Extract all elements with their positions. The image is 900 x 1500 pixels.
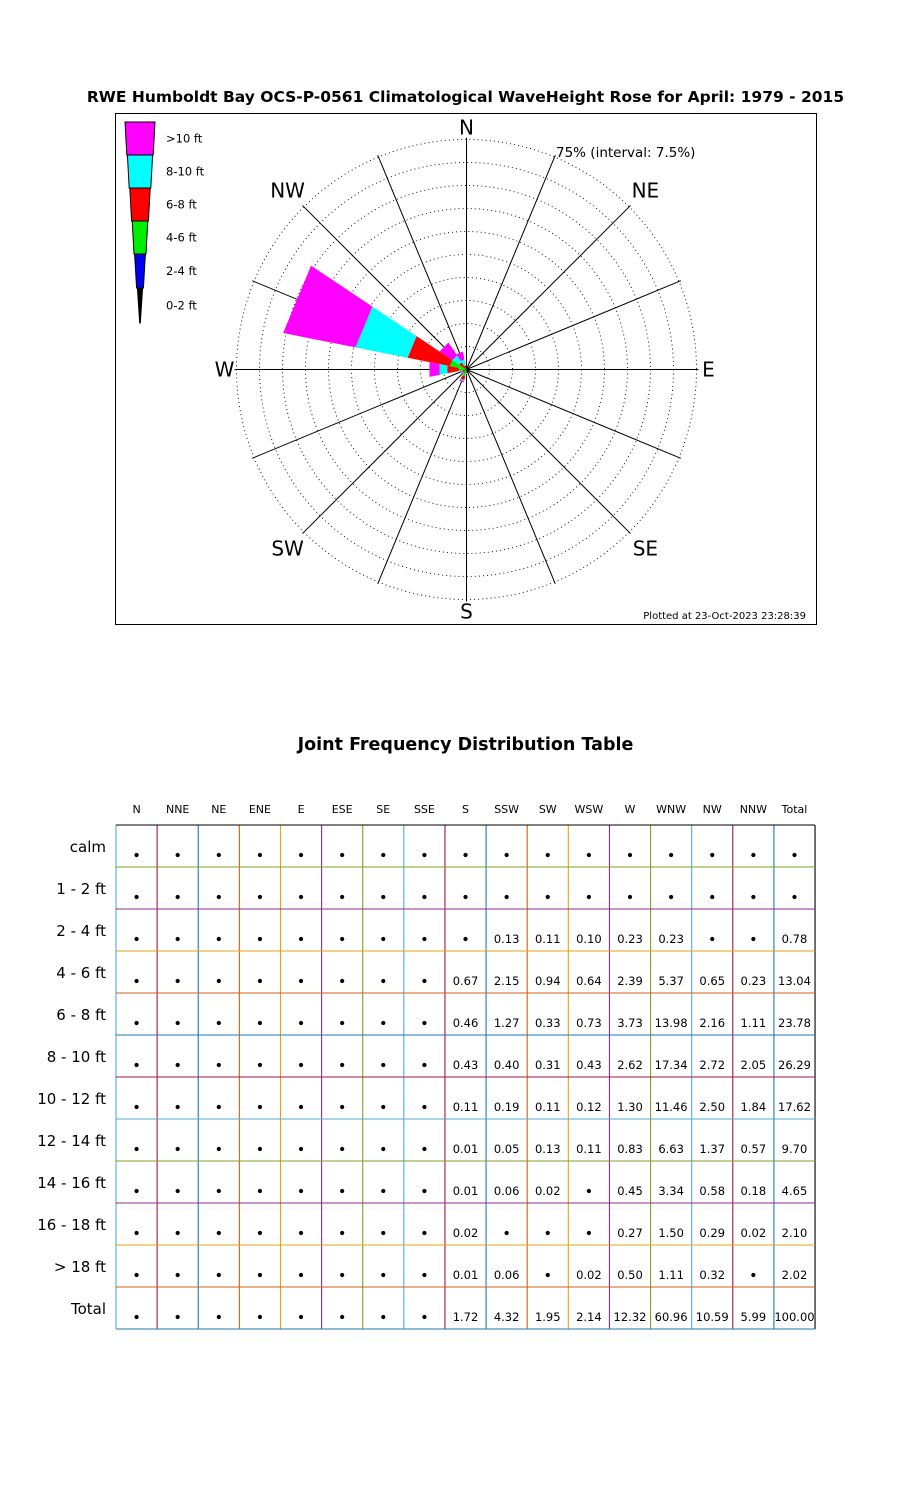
table-cell-dot <box>587 895 591 899</box>
table-cell-dot <box>258 979 262 983</box>
table-cell-value: 1.11 <box>658 1268 684 1282</box>
table-cell-dot <box>299 1105 303 1109</box>
table-cell-value: 0.13 <box>493 932 520 946</box>
legend-label: 4-6 ft <box>166 230 197 245</box>
table-cell-dot <box>299 1063 303 1067</box>
table-cell-dot <box>299 1147 303 1151</box>
table-cell-dot <box>176 1273 180 1277</box>
table-cell-value: 4.65 <box>781 1184 808 1198</box>
table-cell-value: 1.37 <box>699 1142 726 1156</box>
compass-label: S <box>460 599 473 623</box>
table-cell-value: 17.62 <box>778 1100 811 1114</box>
row-label: 1 - 2 ft <box>56 880 106 898</box>
table-cell-dot <box>422 1105 426 1109</box>
table-cell-dot <box>134 1315 138 1319</box>
radial-scale-note: 75% (interval: 7.5%) <box>556 145 696 161</box>
column-header: ESE <box>331 803 353 816</box>
table-cell-dot <box>505 1231 509 1235</box>
rose-wedge-segment <box>466 373 468 374</box>
legend-label: 8-10 ft <box>166 164 205 179</box>
table-cell-dot <box>422 1147 426 1151</box>
table-cell-dot <box>669 895 673 899</box>
column-header: SW <box>538 803 557 816</box>
table-cell-value: 2.05 <box>740 1058 767 1072</box>
table-cell-value: 0.32 <box>699 1268 726 1282</box>
table-cell-dot <box>176 979 180 983</box>
table-cell-value: 0.43 <box>576 1058 602 1072</box>
table-cell-dot <box>258 1147 262 1151</box>
table-cell-value: 0.29 <box>699 1226 726 1240</box>
table-cell-dot <box>381 1231 385 1235</box>
table-cell-dot <box>134 1105 138 1109</box>
table-cell-dot <box>217 895 221 899</box>
table-cell-dot <box>587 853 591 857</box>
column-header: NW <box>702 803 722 816</box>
table-cell-dot <box>422 853 426 857</box>
table-cell-value: 0.40 <box>493 1058 520 1072</box>
column-header: E <box>297 803 305 816</box>
table-cell-dot <box>176 1105 180 1109</box>
table-cell-value: 0.01 <box>452 1184 479 1198</box>
table-cell-dot <box>258 1273 262 1277</box>
table-cell-dot <box>340 937 344 941</box>
table-cell-value: 1.27 <box>493 1016 520 1030</box>
table-cell-value: 100.00 <box>774 1310 815 1324</box>
table-cell-dot <box>258 1231 262 1235</box>
table-cell-value: 3.73 <box>617 1016 643 1030</box>
table-cell-value: 0.02 <box>534 1184 561 1198</box>
table-cell-dot <box>134 937 138 941</box>
compass-label: N <box>459 115 474 140</box>
table-cell-dot <box>422 1021 426 1025</box>
table-cell-dot <box>463 895 467 899</box>
table-cell-value: 2.02 <box>781 1268 808 1282</box>
table-cell-dot <box>134 1063 138 1067</box>
table-cell-value: 0.12 <box>576 1100 602 1114</box>
table-cell-dot <box>258 1105 262 1109</box>
table-cell-value: 1.95 <box>534 1310 561 1324</box>
rose-wedge-segment <box>283 266 372 348</box>
table-cell-value: 0.67 <box>452 974 479 988</box>
table-cell-dot <box>340 1189 344 1193</box>
table-cell-dot <box>381 1273 385 1277</box>
column-header: SSW <box>494 803 520 816</box>
table-cell-dot <box>422 1315 426 1319</box>
table-cell-dot <box>299 979 303 983</box>
polar-grid-spoke <box>467 155 556 369</box>
table-cell-value: 1.50 <box>658 1226 684 1240</box>
table-cell-value: 2.16 <box>699 1016 726 1030</box>
table-cell-dot <box>134 1021 138 1025</box>
table-cell-dot <box>381 1105 385 1109</box>
table-cell-value: 5.99 <box>740 1310 767 1324</box>
table-cell-dot <box>381 1315 385 1319</box>
table-cell-dot <box>134 1147 138 1151</box>
table-cell-dot <box>422 1231 426 1235</box>
table-cell-dot <box>299 1273 303 1277</box>
table-cell-dot <box>381 979 385 983</box>
table-cell-value: 0.01 <box>452 1268 479 1282</box>
column-header: SSE <box>413 803 435 816</box>
row-label: 6 - 8 ft <box>56 1006 106 1024</box>
table-cell-value: 0.01 <box>452 1142 479 1156</box>
compass-label: NW <box>270 178 305 203</box>
table-cell-dot <box>422 937 426 941</box>
table-cell-dot <box>134 853 138 857</box>
table-cell-value: 13.04 <box>778 974 811 988</box>
table-cell-value: 0.06 <box>493 1268 520 1282</box>
polar-grid-spoke <box>378 370 467 584</box>
table-cell-value: 0.94 <box>534 974 561 988</box>
table-cell-value: 23.78 <box>778 1016 811 1030</box>
table-cell-dot <box>381 937 385 941</box>
table-cell-value: 0.23 <box>658 932 684 946</box>
legend-swatch <box>132 221 148 254</box>
table-cell-dot <box>381 853 385 857</box>
table-cell-value: 13.98 <box>654 1016 688 1030</box>
table-cell-dot <box>751 937 755 941</box>
table-cell-value: 0.11 <box>452 1100 479 1114</box>
row-label: 12 - 14 ft <box>37 1132 106 1150</box>
row-label: 16 - 18 ft <box>37 1216 106 1234</box>
row-label: calm <box>69 838 106 856</box>
table-cell-value: 17.34 <box>654 1058 688 1072</box>
table-cell-value: 12.32 <box>613 1310 647 1324</box>
rose-wedges <box>283 266 467 383</box>
table-cell-value: 26.29 <box>778 1058 811 1072</box>
table-cell-value: 1.11 <box>740 1016 767 1030</box>
compass-label: W <box>214 357 235 382</box>
column-header: NE <box>211 803 227 816</box>
table-cell-value: 0.11 <box>576 1142 602 1156</box>
table-cell-dot <box>176 895 180 899</box>
table-cell-value: 9.70 <box>781 1142 808 1156</box>
table-cell-value: 0.78 <box>781 932 808 946</box>
table-cell-value: 0.19 <box>493 1100 520 1114</box>
wave-rose-panel <box>115 113 817 625</box>
table-cell-value: 0.57 <box>740 1142 767 1156</box>
table-cell-dot <box>340 1273 344 1277</box>
table-cell-dot <box>751 1273 755 1277</box>
table-cell-value: 0.05 <box>493 1142 520 1156</box>
table-cell-dot <box>299 895 303 899</box>
wave-rose-chart <box>116 114 815 623</box>
table-cell-dot <box>628 895 632 899</box>
polar-grid-spoke <box>467 205 631 369</box>
table-cell-dot <box>546 895 550 899</box>
table-cell-dot <box>505 853 509 857</box>
polar-grid-spoke <box>467 370 631 534</box>
compass-label: E <box>702 357 715 382</box>
column-header: Total <box>781 803 808 816</box>
table-cell-value: 0.18 <box>740 1184 767 1198</box>
polar-grid-spoke <box>252 370 466 459</box>
table-cell-value: 6.63 <box>658 1142 684 1156</box>
table-cell-dot <box>751 895 755 899</box>
table-cell-dot <box>299 1189 303 1193</box>
table-cell-value: 2.10 <box>781 1226 808 1240</box>
table-cell-value: 0.31 <box>534 1058 561 1072</box>
table-cell-value: 0.10 <box>576 932 602 946</box>
legend-swatch <box>130 188 150 221</box>
table-cell-value: 2.72 <box>699 1058 726 1072</box>
table-cell-dot <box>217 1231 221 1235</box>
table-cell-dot <box>710 937 714 941</box>
table-cell-dot <box>299 853 303 857</box>
column-header: SE <box>376 803 391 816</box>
table-cell-dot <box>792 895 796 899</box>
table-cell-dot <box>134 1189 138 1193</box>
rose-wedge-segment <box>440 364 448 375</box>
table-cell-dot <box>258 895 262 899</box>
table-cell-value: 1.84 <box>740 1100 767 1114</box>
table-cell-dot <box>176 1231 180 1235</box>
table-cell-dot <box>422 1189 426 1193</box>
row-label: 2 - 4 ft <box>56 922 106 940</box>
table-cell-value: 0.23 <box>617 932 643 946</box>
table-cell-dot <box>422 1273 426 1277</box>
table-cell-value: 0.11 <box>534 1100 561 1114</box>
table-cell-value: 60.96 <box>654 1310 688 1324</box>
table-cell-value: 2.15 <box>493 974 520 988</box>
table-cell-value: 0.27 <box>617 1226 643 1240</box>
table-cell-dot <box>340 1147 344 1151</box>
table-cell-dot <box>340 1063 344 1067</box>
table-cell-dot <box>258 1315 262 1319</box>
table-cell-dot <box>340 1021 344 1025</box>
table-cell-dot <box>710 853 714 857</box>
table-cell-dot <box>381 1021 385 1025</box>
plotted-at-timestamp: Plotted at 23-Oct-2023 23:28:39 <box>643 611 806 622</box>
table-cell-value: 0.02 <box>452 1226 479 1240</box>
rose-wedge-segment <box>429 362 439 377</box>
legend-swatch <box>137 288 142 323</box>
table-cell-value: 4.32 <box>493 1310 520 1324</box>
table-cell-dot <box>546 1231 550 1235</box>
table-cell-value: 0.64 <box>576 974 602 988</box>
table-cell-value: 0.23 <box>740 974 767 988</box>
row-label: > 18 ft <box>53 1258 106 1276</box>
legend-label: 6-8 ft <box>166 197 197 212</box>
column-header: N <box>132 803 141 816</box>
page-title: RWE Humboldt Bay OCS-P-0561 Climatological WaveHeight Rose for April: 1979 - 2015 <box>86 88 845 106</box>
row-label: 8 - 10 ft <box>46 1048 106 1066</box>
table-cell-dot <box>340 1105 344 1109</box>
legend-swatch <box>127 155 152 188</box>
polar-grid-spoke <box>467 370 681 459</box>
table-cell-dot <box>258 1063 262 1067</box>
table-cell-value: 0.73 <box>576 1016 602 1030</box>
table-cell-dot <box>422 895 426 899</box>
table-cell-value: 2.50 <box>699 1100 726 1114</box>
table-cell-dot <box>751 853 755 857</box>
table-cell-dot <box>217 937 221 941</box>
table-cell-value: 0.58 <box>699 1184 726 1198</box>
table-cell-dot <box>176 1063 180 1067</box>
table-cell-value: 0.43 <box>452 1058 479 1072</box>
table-cell-dot <box>505 895 509 899</box>
row-label: 4 - 6 ft <box>56 964 106 982</box>
table-cell-dot <box>340 979 344 983</box>
legend-label: >10 ft <box>166 131 203 146</box>
table-title: Joint Frequency Distribution Table <box>297 735 634 755</box>
table-cell-dot <box>422 1063 426 1067</box>
table-cell-dot <box>217 1273 221 1277</box>
table-cell-dot <box>299 1231 303 1235</box>
table-cell-value: 0.06 <box>493 1184 520 1198</box>
table-cell-dot <box>546 1273 550 1277</box>
wave-height-legend <box>125 122 205 323</box>
table-cell-dot <box>258 1021 262 1025</box>
table-cell-value: 0.02 <box>576 1268 602 1282</box>
table-cell-dot <box>381 1147 385 1151</box>
table-cell-dot <box>217 1147 221 1151</box>
row-label: 14 - 16 ft <box>37 1174 106 1192</box>
column-header: WNW <box>656 803 687 816</box>
table-cell-dot <box>463 937 467 941</box>
column-header: W <box>624 803 636 816</box>
table-cell-value: 0.46 <box>452 1016 479 1030</box>
table-cell-dot <box>217 853 221 857</box>
table-cell-dot <box>299 1021 303 1025</box>
table-cell-dot <box>176 1147 180 1151</box>
table-cell-dot <box>381 895 385 899</box>
table-cell-dot <box>176 937 180 941</box>
polar-grid-spoke <box>467 281 681 370</box>
table-cell-value: 5.37 <box>658 974 684 988</box>
table-cell-dot <box>217 1063 221 1067</box>
table-cell-value: 0.45 <box>617 1184 643 1198</box>
table-cell-dot <box>217 1105 221 1109</box>
table-cell-dot <box>587 1231 591 1235</box>
table-cell-dot <box>258 853 262 857</box>
column-header: WSW <box>574 803 604 816</box>
table-cell-dot <box>340 853 344 857</box>
table-cell-dot <box>217 1021 221 1025</box>
column-header: NNE <box>165 803 190 816</box>
table-cell-dot <box>134 1231 138 1235</box>
table-cell-dot <box>299 937 303 941</box>
legend-label: 0-2 ft <box>166 298 197 313</box>
table-cell-dot <box>299 1315 303 1319</box>
table-cell-dot <box>669 853 673 857</box>
table-cell-value: 0.65 <box>699 974 726 988</box>
table-cell-dot <box>546 853 550 857</box>
column-header: S <box>462 803 470 816</box>
legend-swatch <box>135 254 146 288</box>
table-cell-dot <box>176 1021 180 1025</box>
compass-label: SE <box>632 536 659 561</box>
table-cell-value: 11.46 <box>654 1100 688 1114</box>
legend-swatch <box>125 122 155 155</box>
table-cell-value: 0.11 <box>534 932 561 946</box>
table-cell-dot <box>217 1189 221 1193</box>
table-cell-dot <box>792 853 796 857</box>
row-label: Total <box>70 1300 106 1318</box>
table-cell-value: 2.62 <box>617 1058 643 1072</box>
legend-label: 2-4 ft <box>166 264 197 278</box>
table-cell-value: 0.50 <box>617 1268 643 1282</box>
polar-grid-spoke <box>467 370 556 584</box>
table-cell-value: 0.33 <box>534 1016 561 1030</box>
table-cell-dot <box>176 1189 180 1193</box>
polar-grid-spoke <box>302 370 466 534</box>
table-cell-dot <box>258 1189 262 1193</box>
table-cell-dot <box>217 1315 221 1319</box>
table-cell-value: 10.59 <box>695 1310 729 1324</box>
column-header: ENE <box>248 803 271 816</box>
table-cell-value: 0.13 <box>534 1142 561 1156</box>
compass-label: NE <box>631 178 660 203</box>
table-cell-dot <box>134 979 138 983</box>
table-cell-value: 1.30 <box>617 1100 643 1114</box>
table-cell-dot <box>340 895 344 899</box>
table-cell-value: 2.14 <box>576 1310 602 1324</box>
table-cell-dot <box>176 853 180 857</box>
column-header: NNW <box>739 803 768 816</box>
joint-frequency-table <box>0 760 900 1370</box>
table-cell-dot <box>381 1189 385 1193</box>
table-cell-value: 1.72 <box>452 1310 479 1324</box>
table-cell-value: 0.02 <box>740 1226 767 1240</box>
table-cell-dot <box>134 1273 138 1277</box>
table-cell-value: 0.83 <box>617 1142 643 1156</box>
row-label: 10 - 12 ft <box>37 1090 106 1108</box>
table-cell-value: 3.34 <box>658 1184 684 1198</box>
compass-label: SW <box>271 536 304 561</box>
table-cell-dot <box>628 853 632 857</box>
table-cell-dot <box>217 979 221 983</box>
table-cell-dot <box>463 853 467 857</box>
table-cell-dot <box>134 895 138 899</box>
table-cell-dot <box>422 979 426 983</box>
table-cell-dot <box>176 1315 180 1319</box>
table-cell-dot <box>340 1315 344 1319</box>
table-cell-dot <box>340 1231 344 1235</box>
table-cell-dot <box>381 1063 385 1067</box>
table-cell-dot <box>258 937 262 941</box>
table-cell-value: 2.39 <box>617 974 643 988</box>
table-cell-dot <box>587 1189 591 1193</box>
table-cell-dot <box>710 895 714 899</box>
